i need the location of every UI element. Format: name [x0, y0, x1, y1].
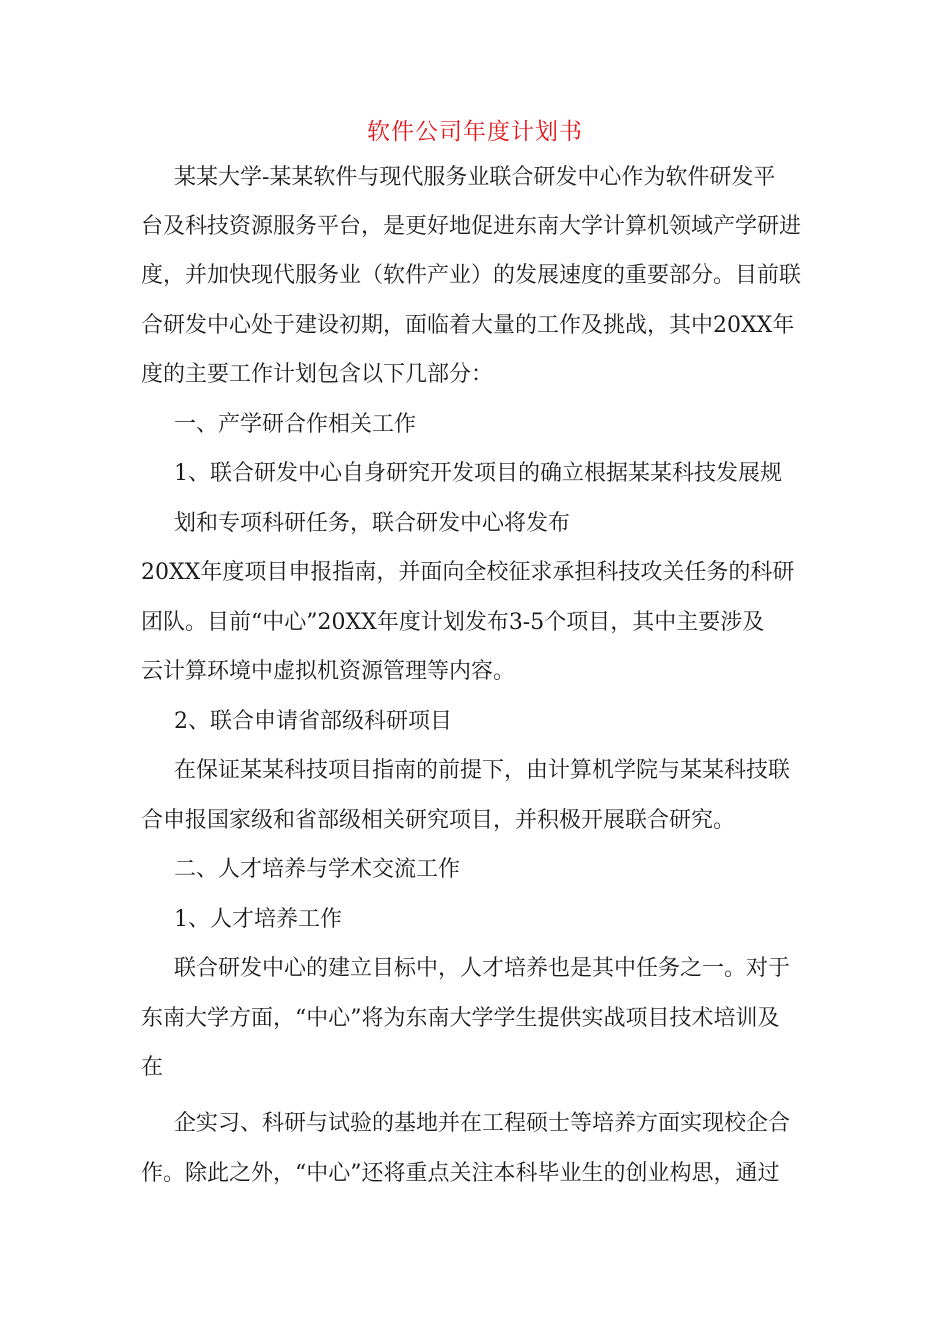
paragraph-line: 企实习、科研与试验的基地并在工程硕士等培养方面实现校企合 — [174, 1111, 791, 1136]
paragraph-line: 台及科技资源服务平台，是更好地促进东南大学计算机领域产学研进 — [141, 214, 802, 239]
paragraph-line: 团队。目前“中心”20XX年度计划发布3-5个项目，其中主要涉及 — [141, 610, 765, 635]
paragraph-line: 度，并加快现代服务业（软件产业）的发展速度的重要部分。目前联 — [141, 263, 802, 288]
section-heading: 二、人才培养与学术交流工作 — [174, 857, 461, 882]
section-heading: 一、产学研合作相关工作 — [174, 412, 417, 437]
paragraph-line: 联合研发中心的建立目标中，人才培养也是其中任务之一。对于 — [174, 956, 791, 981]
paragraph-line: 在保证某某科技项目指南的前提下，由计算机学院与某某科技联 — [174, 758, 791, 783]
subsection-heading: 2、联合申请省部级科研项目 — [174, 709, 452, 734]
subsection-heading: 1、人才培养工作 — [174, 907, 342, 932]
paragraph-line: 度的主要工作计划包含以下几部分： — [141, 362, 494, 387]
paragraph-line: 20XX年度项目申报指南，并面向全校征求承担科技攻关任务的科研 — [141, 560, 795, 585]
paragraph-line: 某某大学-某某软件与现代服务业联合研发中心作为软件研发平 — [174, 165, 776, 190]
paragraph-line: 云计算环境中虚拟机资源管理等内容。 — [141, 659, 516, 684]
paragraph-line: 在 — [141, 1055, 164, 1080]
paragraph-line: 合申报国家级和省部级相关研究项目，并积极开展联合研究。 — [141, 808, 736, 833]
paragraph-line: 合研发中心处于建设初期，面临着大量的工作及挑战，其中20XX年 — [141, 313, 795, 338]
subsection-heading: 1、联合研发中心自身研究开发项目的确立根据某某科技发展规 — [174, 461, 782, 486]
paragraph-line: 划和专项科研任务，联合研发中心将发布 — [174, 511, 571, 536]
paragraph-line: 作。除此之外，“中心”还将重点关注本科毕业生的创业构思，通过 — [141, 1161, 780, 1186]
document-title: 软件公司年度计划书 — [367, 119, 583, 145]
paragraph-line: 东南大学方面，“中心”将为东南大学学生提供实战项目技术培训及 — [141, 1006, 780, 1031]
